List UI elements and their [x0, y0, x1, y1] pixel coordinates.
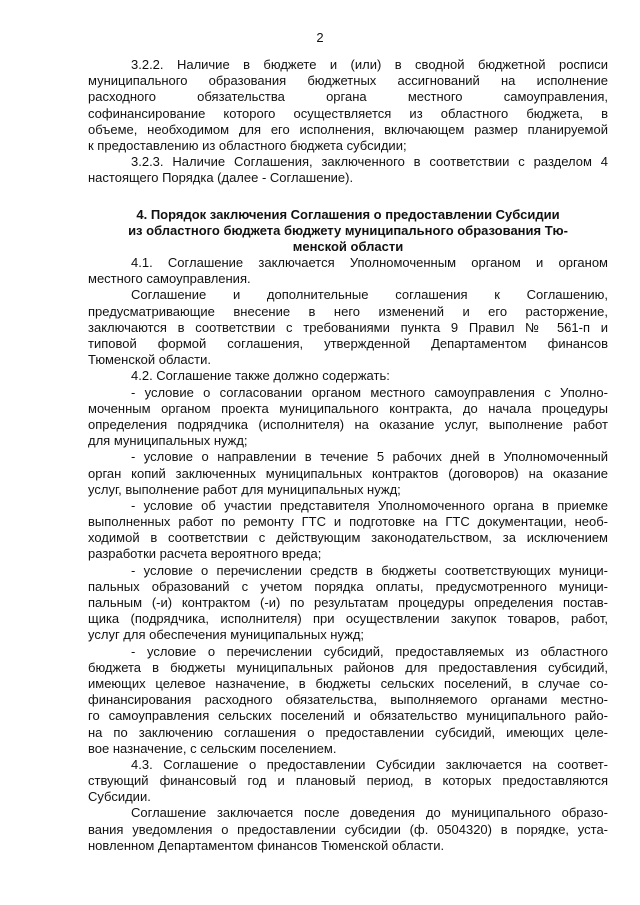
document-body — [88, 57, 608, 854]
text-line: типовой формой соглашения, утвержденной Департаментом финансов — [88, 336, 608, 351]
text-line: 4.2. Соглашение также должно содержать: — [131, 368, 390, 384]
text-line: заключаются в соответствии с требованиями пункта 9 Правил № 561-п и — [88, 319, 608, 335]
text-line: Субсидии. — [88, 789, 151, 805]
section-heading — [88, 207, 608, 256]
text-line: муниципального образования бюджетных ассигнований на исполнение — [88, 73, 608, 89]
text-line: услуг, выполнение работ для муниципальных нужд; — [88, 481, 401, 497]
text-line: орган копий заключенных муниципальных контрактов (договоров) на оказание — [88, 465, 608, 481]
text-line: услуг для обеспечения муниципальных нужд; — [88, 627, 365, 643]
paragraph-p-3-2-3 — [88, 154, 608, 186]
text-line: - условие о согласовании органом местного самоуправления с Уполно- — [131, 384, 608, 400]
section-paragraphs — [88, 255, 608, 854]
paragraph-p-3-2-2 — [88, 57, 608, 154]
text-line: разработки расчета вероятного вреда; — [88, 546, 322, 562]
text-line: - условие об участии представителя Уполномоченного органа в приемке — [131, 497, 608, 513]
text-line: ствующий финансовый год и плановый период, в которых предоставляются — [88, 773, 608, 789]
page-number: 2 — [316, 30, 324, 45]
text-line: на по заключению соглашения о предоставлении субсидий, имеющих целе- — [88, 724, 608, 740]
paragraph-p-4-1 — [88, 255, 608, 287]
text-line: предусматривающие внесение в него изменений и его расторжение, — [88, 303, 608, 319]
text-line: финансирования расходного обязательства, выполняемого органами местно- — [88, 692, 608, 708]
text-line: 4.1. Соглашение заключается Уполномоченным органом и органом — [131, 255, 608, 271]
text-line: 3.2.3. Наличие Соглашения, заключенного в соответствии с разделом 4 — [131, 154, 608, 170]
text-line: настоящего Порядка (далее - Соглашение). — [88, 170, 354, 186]
text-line: расходного обязательства органа местного самоуправления, — [88, 89, 608, 105]
text-line: щика (подрядчика, исполнителя) при осуществлении закупок товаров, работ, — [88, 611, 608, 627]
heading-spacer — [88, 187, 608, 207]
text-line: Тюменской области. — [88, 352, 211, 368]
paragraph-p-4-3 — [88, 757, 608, 806]
text-line: определения подрядчика (исполнителя) на оказание услуг, выполнение работ — [88, 416, 608, 432]
text-line: для муниципальных нужд; — [88, 433, 248, 449]
pre-section-paragraphs — [88, 57, 608, 187]
text-line: бюджета в бюджеты муниципальных районов для предоставления субсидий, — [88, 659, 608, 675]
text-line: - условие о перечислении субсидий, предоставляемых из областного — [131, 643, 608, 659]
text-line: новленном Департаментом финансов Тюменской области. — [88, 837, 445, 853]
text-line: 4.3. Соглашение о предоставлении Субсидии заключается на соответ- — [131, 756, 608, 772]
text-line: софинансирование которого осуществляется из областного бюджета, в — [88, 105, 608, 121]
text-line: ходимой в соответствии с действующим законодательством, за исключением — [88, 530, 608, 546]
text-line: пальным (-и) контрактом (-и) по результатам процедуры определения постав- — [88, 595, 608, 610]
text-line: Соглашение заключается после доведения до муниципального образо- — [131, 805, 608, 821]
paragraph-p-4-2 — [88, 368, 608, 757]
text-line: - условие о перечислении средств в бюджеты соответствующих муници- — [131, 562, 608, 578]
section-heading-line: из областного бюджета бюджету муниципального образования Тю- — [128, 222, 568, 238]
text-line: выполненных работ по ремонту ГТС и подготовке на ГТС документации, необ- — [88, 514, 608, 530]
section-heading-line: 4. Порядок заключения Соглашения о предоставлении Субсидии — [136, 206, 560, 222]
text-line: имеющих целевое назначение, в бюджеты сельских поселений, в случае со- — [88, 675, 608, 691]
text-line: Соглашение и дополнительные соглашения к Соглашению, — [131, 287, 608, 303]
text-line: к предоставлению из областного бюджета субсидии; — [88, 137, 407, 153]
text-line: моченным органом проекта муниципального контракта, до начала процедуры — [88, 400, 608, 416]
text-line: пальных образований с учетом порядка оплаты, предусмотренного муници- — [88, 578, 608, 594]
text-line: объеме, необходимом для его исполнения, включающем размер планируемой — [88, 121, 608, 137]
text-line: вое назначение, с сельским поселением. — [88, 740, 337, 756]
section-heading-line: менской области — [292, 238, 404, 254]
paragraph-p-4-3-b — [88, 805, 608, 854]
text-line: 3.2.2. Наличие в бюджете и (или) в сводной бюджетной росписи — [131, 57, 608, 72]
text-line: вания уведомления о предоставлении субсидии (ф. 0504320) в порядке, уста- — [88, 821, 608, 837]
text-line: - условие о направлении в течение 5 рабочих дней в Уполномоченный — [131, 449, 608, 465]
text-line: местного самоуправления. — [88, 271, 251, 287]
text-line: го самоуправления сельских поселений и обязательство муниципального райо- — [88, 708, 608, 724]
paragraph-p-4-1-b — [88, 287, 608, 368]
